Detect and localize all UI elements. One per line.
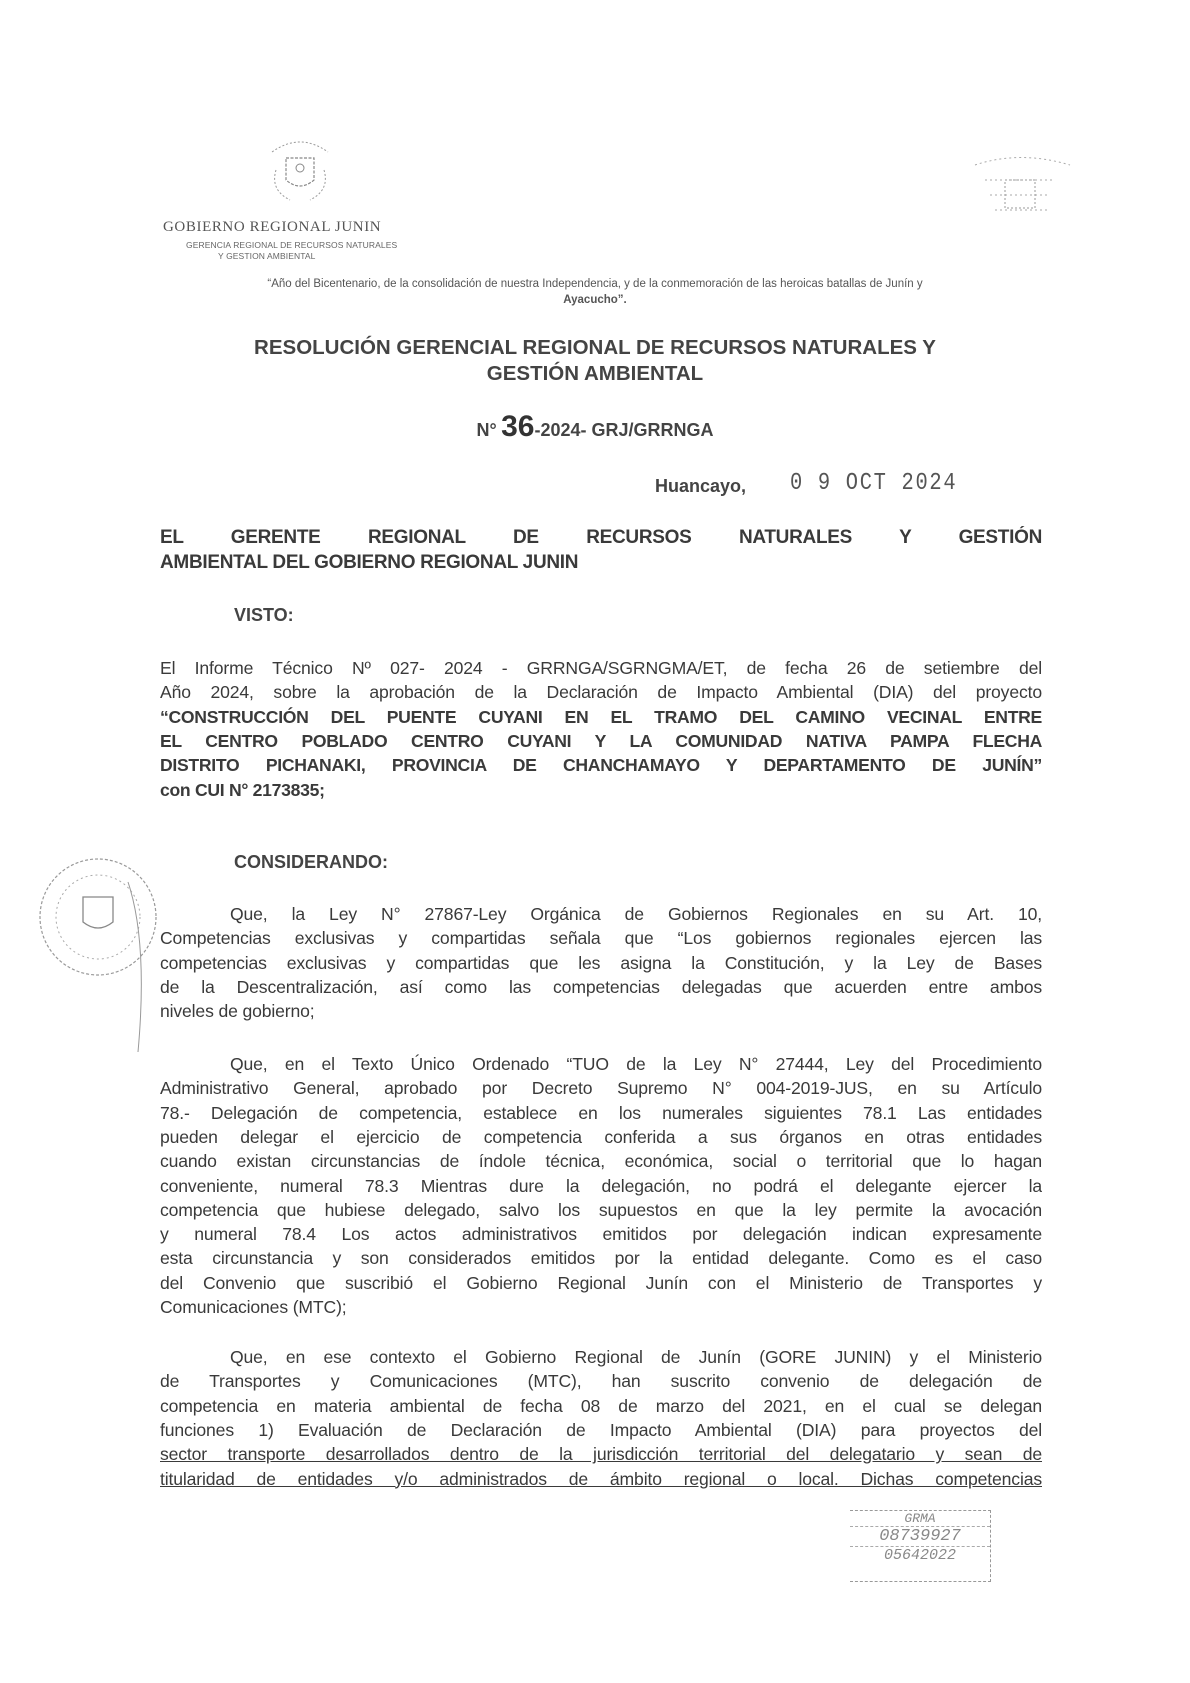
- text-line: niveles de gobierno;: [160, 1001, 315, 1022]
- text-line: EL CENTRO POBLADO CENTRO CUYANI Y LA COMUNIDAD NATIVA PAMPA FLECHA: [160, 730, 1042, 751]
- number-prefix: N°: [476, 420, 497, 440]
- resolution-title-line1: RESOLUCIÓN GERENCIAL REGIONAL DE RECURSOS NATURALES Y: [254, 336, 936, 359]
- text-line: y numeral 78.4 Los actos administrativos emitidos por delegación indican expresamente: [160, 1224, 1042, 1245]
- department-line1: GERENCIA REGIONAL DE RECURSOS NATURALES: [186, 240, 398, 250]
- text-line: Que, en ese contexto el Gobierno Regional de Junín (GORE JUNIN) y el Ministerio: [230, 1347, 1042, 1367]
- text-line: cuando existan circunstancias de índole técnica, económica, social o territorial que lo hagan: [160, 1151, 1042, 1172]
- receipt-number: 08739927: [850, 1527, 990, 1547]
- number-suffix: -2024- GRJ/GRRNGA: [534, 420, 714, 440]
- text-line: esta circunstancia y son considerados emitidos por la entidad delegante. Como es el caso: [160, 1248, 1042, 1269]
- text-line: “CONSTRUCCIÓN DEL PUENTE CUYANI EN EL TRAMO DEL CAMINO VECINAL ENTRE: [160, 706, 1042, 727]
- text-line: Que, en el Texto Único Ordenado “TUO de la Ley N° 27444, Ley del Procedimiento: [230, 1054, 1042, 1074]
- text-line: 78.- Delegación de competencia, establece en los numerales siguientes 78.1 Las entidades: [160, 1102, 1042, 1123]
- receipt-stamp: [850, 1510, 991, 1582]
- text-line: competencias exclusivas y compartidas que les asigna la Constitución, y la Ley de Bases: [160, 952, 1042, 973]
- issuer-line1: EL GERENTE REGIONAL DE RECURSOS NATURALES Y GESTIÓN: [160, 527, 1042, 548]
- top-right-seal-stamp: [965, 150, 1080, 228]
- text-line: competencia en materia ambiental de fecha 08 de marzo del 2021, en el cual se delegan: [160, 1395, 1042, 1416]
- text-line: Administrativo General, aprobado por Decreto Supremo N° 004-2019-JUS, en su Artículo: [160, 1078, 1042, 1099]
- handwritten-number: 36: [501, 410, 535, 443]
- visto-heading: VISTO:: [234, 605, 294, 625]
- text-line: competencia que hubiese delegado, salvo los supuestos en que la ley permite la avocación: [160, 1199, 1042, 1220]
- date-stamp: 0 9 OCT 2024: [790, 470, 958, 497]
- text-line: DISTRITO PICHANAKI, PROVINCIA DE CHANCHAMAYO Y DEPARTAMENTO DE JUNÍN”: [160, 755, 1042, 776]
- receipt-code: 05642022: [883, 1547, 956, 1564]
- motto-line2: Ayacucho”.: [563, 294, 627, 306]
- text-line: sector transporte desarrollados dentro de la jurisdicción territorial del delegatario y sean de: [160, 1444, 1042, 1465]
- text-line: titularidad de entidades y/o administrados de ámbito regional o local. Dichas competencias: [160, 1468, 1042, 1489]
- year-motto: [0, 276, 1190, 308]
- department-line2: Y GESTION AMBIENTAL: [218, 251, 316, 261]
- coat-of-arms-emblem: [262, 130, 338, 210]
- text-line: Competencias exclusivas y compartidas señala que “Los gobiernos regionales ejercen las: [160, 928, 1042, 949]
- text-line: Que, la Ley N° 27867-Ley Orgánica de Gobiernos Regionales en su Art. 10,: [230, 904, 1042, 924]
- text-line: conveniente, numeral 78.3 Mientras dure la delegación, no podrá el delegante ejercer la: [160, 1175, 1042, 1196]
- text-line: Comunicaciones (MTC);: [160, 1297, 347, 1317]
- text-line: con CUI N° 2173835;: [160, 779, 325, 800]
- text-line: pueden delegar el ejercicio de competencia conferida a sus órganos en otras entidades: [160, 1126, 1042, 1147]
- motto-line1: “Año del Bicentenario, de la consolidación de nuestra Independencia, y de la conmemoración de las heroicas batallas de Junín y: [267, 278, 923, 290]
- issuer-line2: AMBIENTAL DEL GOBIERNO REGIONAL JUNIN: [160, 552, 579, 573]
- text-line: El Informe Técnico Nº 027- 2024 - GRRNGA/SGRNGMA/ET, de fecha 26 de setiembre del: [160, 658, 1042, 678]
- text-line: de la Descentralización, así como las competencias delegadas que acuerden entre ambos: [160, 976, 1042, 997]
- date-place: Huancayo,: [655, 476, 747, 496]
- text-line: de Transportes y Comunicaciones (MTC), han suscrito convenio de delegación de: [160, 1371, 1042, 1392]
- left-official-seal: [28, 852, 178, 1052]
- resolution-number: [0, 410, 1190, 444]
- text-line: Año 2024, sobre la aprobación de la Declaración de Impacto Ambiental (DIA) del proyecto: [160, 682, 1042, 703]
- considerando-heading: CONSIDERANDO:: [234, 852, 389, 872]
- resolution-title-line2: GESTIÓN AMBIENTAL: [486, 362, 704, 385]
- receipt-office: GRMA: [850, 1511, 990, 1527]
- institution-name: GOBIERNO REGIONAL JUNIN: [163, 219, 382, 235]
- text-line: funciones 1) Evaluación de Declaración de Impacto Ambiental (DIA) para proyectos del: [160, 1419, 1042, 1440]
- text-line: del Convenio que suscribió el Gobierno Regional Junín con el Ministerio de Transportes y: [160, 1272, 1042, 1293]
